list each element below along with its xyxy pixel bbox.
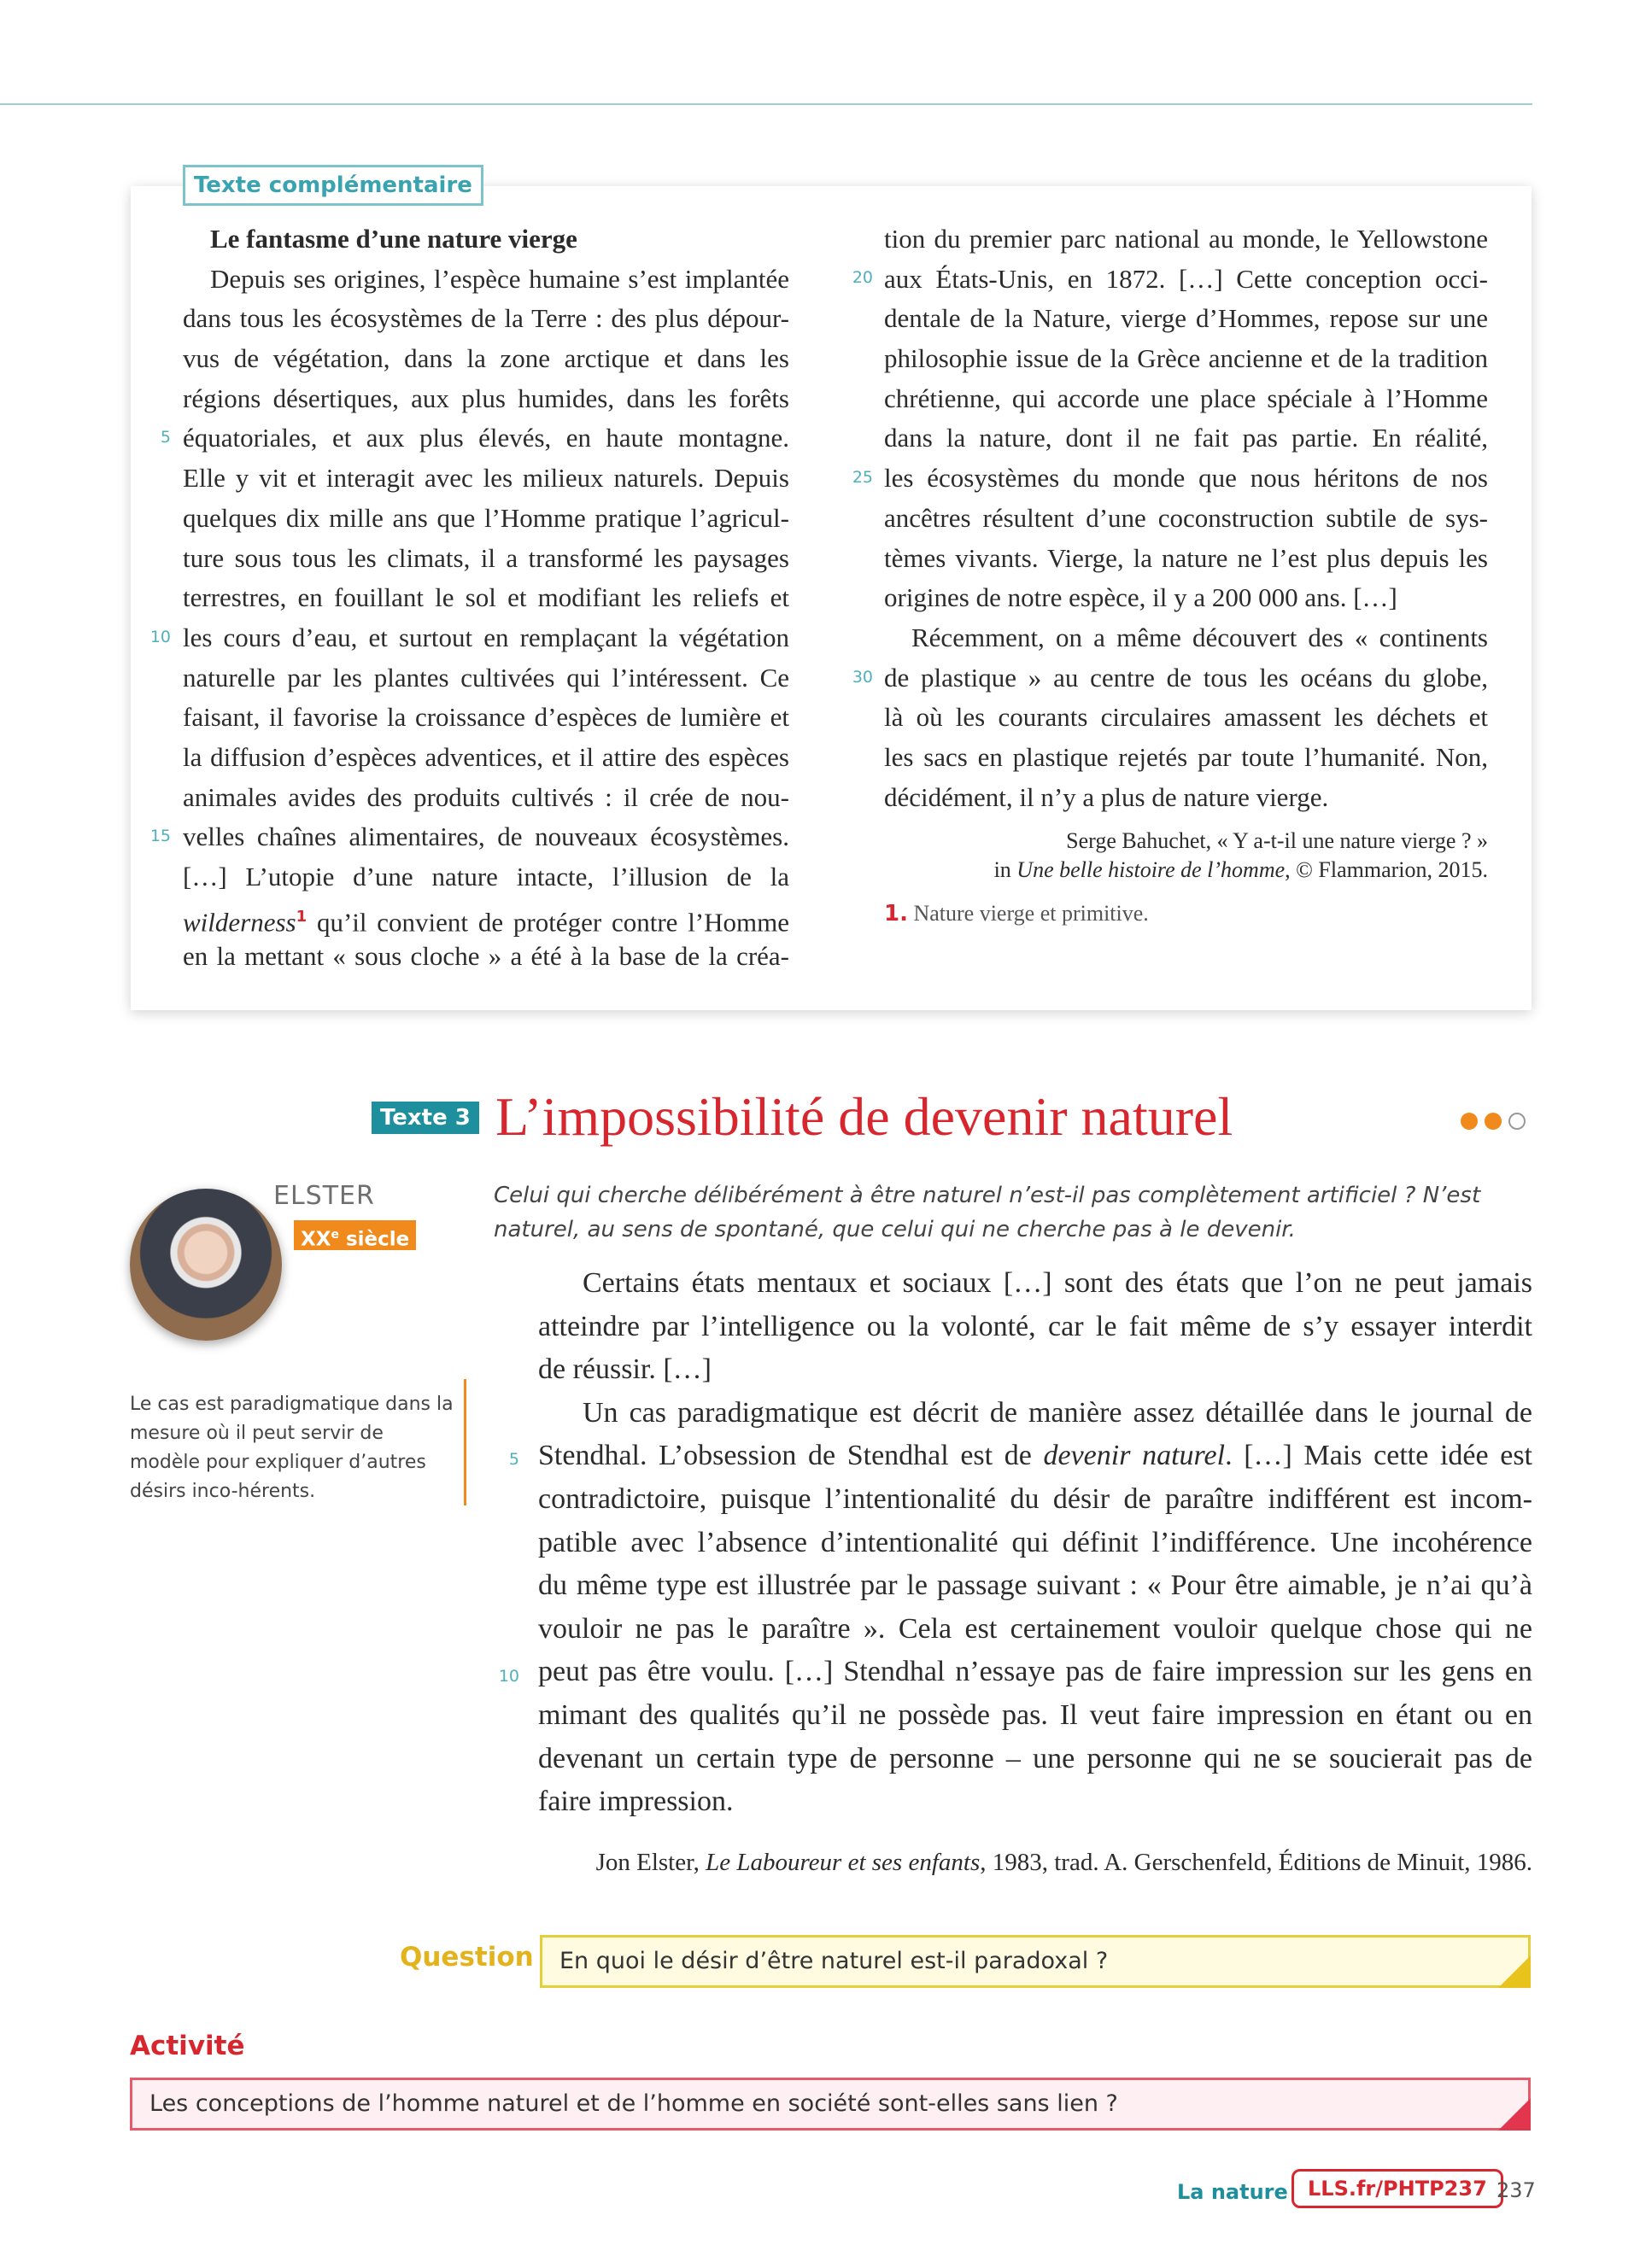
text-line: de plastique » au centre de tous les océans du globe,	[884, 662, 1488, 693]
footnote-text: Nature vierge et primitive.	[907, 901, 1149, 926]
text-line: contradictoire, puisque l’intentionalité du désir de paraître indifférent est incom-	[538, 1482, 1532, 1515]
complementary-tag: Texte complémentaire	[183, 165, 483, 206]
emphasis: devenir naturel	[1043, 1440, 1226, 1472]
complementary-title: Le fantasme d’une nature vierge	[210, 224, 577, 254]
line-number: 10	[498, 1667, 519, 1686]
text-line: velles chaînes alimentaires, de nouveaux écosystèmes.	[183, 821, 789, 852]
text-line: patible avec l’absence d’intentionalité qui définit l’indifférence. Une incohérence	[538, 1526, 1532, 1558]
text-line: aux États-Unis, en 1872. […] Cette conception occi-	[884, 263, 1488, 294]
author-portrait	[130, 1189, 282, 1341]
text-line: animales avides des produits cultivés : il crée de nou-	[183, 781, 789, 812]
era-text: siècle	[338, 1228, 410, 1251]
source-line: Serge Bahuchet, « Y a-t-il une nature vierge ? »	[1066, 828, 1488, 853]
line-number: 20	[852, 268, 873, 287]
text-fragment: , © Flammarion, 2015.	[1285, 857, 1488, 882]
text-line: mimant des qualités qu’il ne possède pas. Il veut faire impression en étant ou en	[538, 1698, 1532, 1731]
text-line: les sacs en plastique rejetés par toute l’humanité. Non,	[884, 741, 1488, 772]
text-fragment: . […] Mais cette idée est	[1225, 1440, 1532, 1472]
text-line: Un cas paradigmatique est décrit de manière assez détaillée dans le journal de	[583, 1396, 1532, 1429]
footnote-mark: 1	[296, 907, 308, 926]
header-rule	[0, 103, 1532, 105]
text-line: […] L’utopie d’une nature intacte, l’illusion de la	[183, 862, 789, 891]
text-line: les cours d’eau, et surtout en remplaçant la végétation	[183, 622, 789, 652]
footnote	[884, 901, 1149, 926]
text-line: devenant un certain type de personne – une personne qui ne se soucierait pas de	[538, 1742, 1532, 1774]
author-name: ELSTER	[273, 1181, 375, 1211]
text-line: faire impression.	[538, 1786, 734, 1818]
text-line: les écosystèmes du monde que nous héritons de nos	[884, 463, 1488, 494]
footnote-number: 1.	[884, 901, 908, 926]
text-line: là où les courants circulaires amassent les déchets et	[884, 702, 1488, 733]
text-line: faisant, il favorise la croissance d’espèces de lumière et	[183, 702, 789, 733]
text-line: vouloir ne pas le paraître ». Cela est certainement vouloir quelque chose qui ne	[538, 1612, 1532, 1645]
text-intro: Celui qui cherche délibérément à être naturel n’est-il pas complètement artificiel ? N’est naturel, au sens de spontané, que celui qui ne cherche pas à le devenir.	[494, 1183, 1481, 1242]
text-fragment: qu’il convient de protéger contre l’Homme	[307, 907, 789, 938]
line-number: 5	[508, 1450, 519, 1469]
line-number: 10	[149, 628, 171, 646]
footer-link[interactable]: LLS.fr/PHTP237	[1292, 2169, 1503, 2208]
text-line: dans tous les écosystèmes de la Terre : des plus dépour-	[183, 303, 789, 334]
text-line: atteindre par l’intelligence ou la volonté, car le fait même de s’y essayer interdit	[538, 1310, 1532, 1342]
text-fragment: , 1983, trad. A. Gerschenfeld, Éditions de Minuit, 1986.	[980, 1849, 1532, 1876]
text-line: la diffusion d’espèces adventices, et il attire des espèces	[183, 741, 789, 772]
text-line: ancêtres résultent d’une coconstruction subtile de sys-	[884, 502, 1488, 533]
complementary-right-column	[884, 219, 1488, 817]
text-line: tion du premier parc national au monde, le Yellowstone	[884, 224, 1488, 254]
margin-note: Le cas est paradigmatique dans la mesure où il peut servir de modèle pour expliquer d’autres désirs inco-hérents.	[130, 1394, 454, 1502]
text-line: ture sous tous les climats, il a transformé les paysages	[183, 542, 789, 573]
era-text: XX	[301, 1228, 331, 1251]
line-number: 30	[852, 668, 873, 687]
text-fragment: in	[993, 857, 1017, 882]
source-line	[884, 856, 1488, 885]
text-line: naturelle par les plantes cultivées qui l’intéressent. Ce	[183, 662, 789, 693]
text-line	[183, 897, 789, 938]
difficulty-dot-filled	[1485, 1113, 1502, 1130]
text-line: en la mettant « sous cloche » a été à la base de la créa-	[183, 941, 789, 972]
text-source	[538, 1845, 1532, 1879]
activity-label: Activité	[130, 2031, 245, 2061]
line-number: 25	[852, 468, 873, 487]
era-badge	[294, 1220, 416, 1250]
difficulty-dot-empty	[1508, 1113, 1526, 1130]
activity-box: Les conceptions de l’homme naturel et de l’homme en société sont-elles sans lien ?	[130, 2078, 1531, 2131]
activity-corner	[1498, 2098, 1531, 2131]
text-title: L’impossibilité de devenir naturel	[495, 1086, 1233, 1147]
question-corner	[1498, 1955, 1531, 1988]
text-line: Depuis ses origines, l’espèce humaine s’est implantée	[210, 263, 789, 294]
wilderness-term: wilderness	[183, 907, 296, 938]
complementary-source	[884, 827, 1488, 885]
text-line: quelques dix mille ans que l’Homme pratique l’agricul-	[183, 502, 789, 533]
text-body	[538, 1262, 1532, 1824]
text-line: de réussir. […]	[538, 1353, 712, 1386]
source-book-title: Le Laboureur et ses enfants	[706, 1849, 981, 1876]
text-line: philosophie issue de la Grèce ancienne et de la tradition	[884, 343, 1488, 374]
text-line: origines de notre espèce, il y a 200 000 ans. […]	[884, 582, 1397, 613]
line-number: 15	[149, 827, 171, 845]
text-line: tèmes vivants. Vierge, la nature ne l’est plus depuis les	[884, 542, 1488, 573]
text-line: dentale de la Nature, vierge d’Hommes, repose sur une	[884, 303, 1488, 334]
era-sup: e	[331, 1228, 339, 1242]
text-line: chrétienne, qui accorde une place spéciale à l’Homme	[884, 383, 1488, 413]
note-brace	[464, 1379, 487, 1505]
page-number: 237	[1496, 2178, 1536, 2202]
complementary-left-column	[183, 219, 789, 977]
text-line: terrestres, en fouillant le sol et modifiant les reliefs et	[183, 582, 789, 613]
text-line: vus de végétation, dans la zone arctique et dans les	[183, 343, 789, 374]
text-fragment: Jon Elster,	[595, 1849, 706, 1876]
text-line: Récemment, on a même découvert des « continents	[911, 622, 1488, 652]
text-badge: Texte 3	[372, 1102, 479, 1134]
line-number: 5	[160, 428, 171, 447]
text-line: équatoriales, et aux plus élevés, en haute montagne.	[183, 423, 789, 453]
text-fragment: Stendhal. L’obsession de Stendhal est de	[538, 1440, 1044, 1472]
text-line: dans la nature, dont il ne fait pas partie. En réalité,	[884, 423, 1488, 453]
footer-theme: La nature	[1177, 2180, 1288, 2204]
text-line: Elle y vit et interagit avec les milieux naturels. Depuis	[183, 463, 789, 494]
text-line: peut pas être voulu. […] Stendhal n’essaye pas de faire impression sur les gens en	[538, 1656, 1532, 1688]
question-label: Question	[400, 1942, 534, 1973]
question-box: En quoi le désir d’être naturel est-il paradoxal ?	[540, 1935, 1531, 1988]
text-line: décidément, il n’y a plus de nature vierge.	[884, 781, 1329, 812]
text-line: du même type est illustrée par le passage suivant : « Pour être aimable, je n’ai qu’à	[538, 1569, 1532, 1602]
difficulty-dot-filled	[1461, 1113, 1478, 1130]
text-line	[538, 1435, 1532, 1478]
source-book-title: Une belle histoire de l’homme	[1016, 857, 1286, 882]
text-line: Certains états mentaux et sociaux […] sont des états que l’on ne peut jamais	[583, 1267, 1532, 1299]
text-line: régions désertiques, aux plus humides, dans les forêts	[183, 383, 789, 413]
